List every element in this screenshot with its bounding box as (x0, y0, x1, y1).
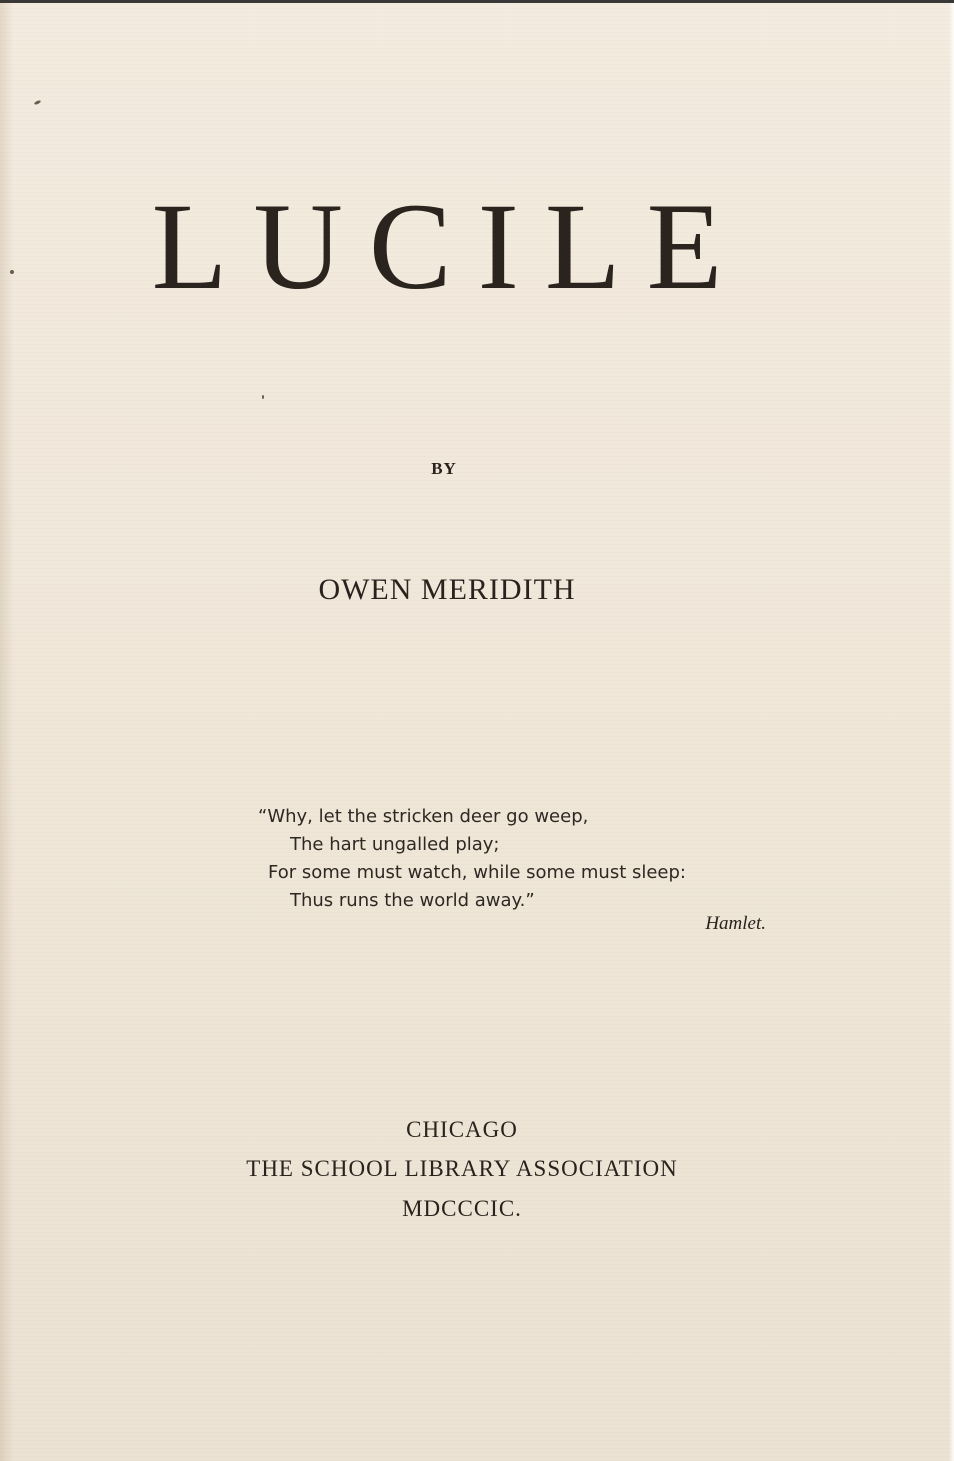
paper-speck (262, 395, 264, 399)
book-title: LUCILE (151, 178, 749, 315)
page-edge (949, 3, 954, 1461)
author-name: OWEN MERIDITH (318, 573, 576, 606)
epigraph-line: “Why, let the stricken deer go weep, (258, 806, 589, 827)
epigraph-line: Thus runs the world away.” (290, 890, 535, 911)
epigraph-line: For some must watch, while some must sleep: (268, 862, 686, 883)
epigraph-line: The hart ungalled play; (290, 834, 500, 855)
byline-label: BY (431, 459, 457, 478)
imprint-year: MDCCCIC. (402, 1196, 522, 1221)
imprint-publisher: THE SCHOOL LIBRARY ASSOCIATION (246, 1156, 678, 1181)
epigraph-attribution: Hamlet. (705, 913, 766, 934)
epigraph (258, 803, 778, 915)
paper-speck (34, 100, 42, 106)
imprint-city: CHICAGO (406, 1117, 518, 1142)
